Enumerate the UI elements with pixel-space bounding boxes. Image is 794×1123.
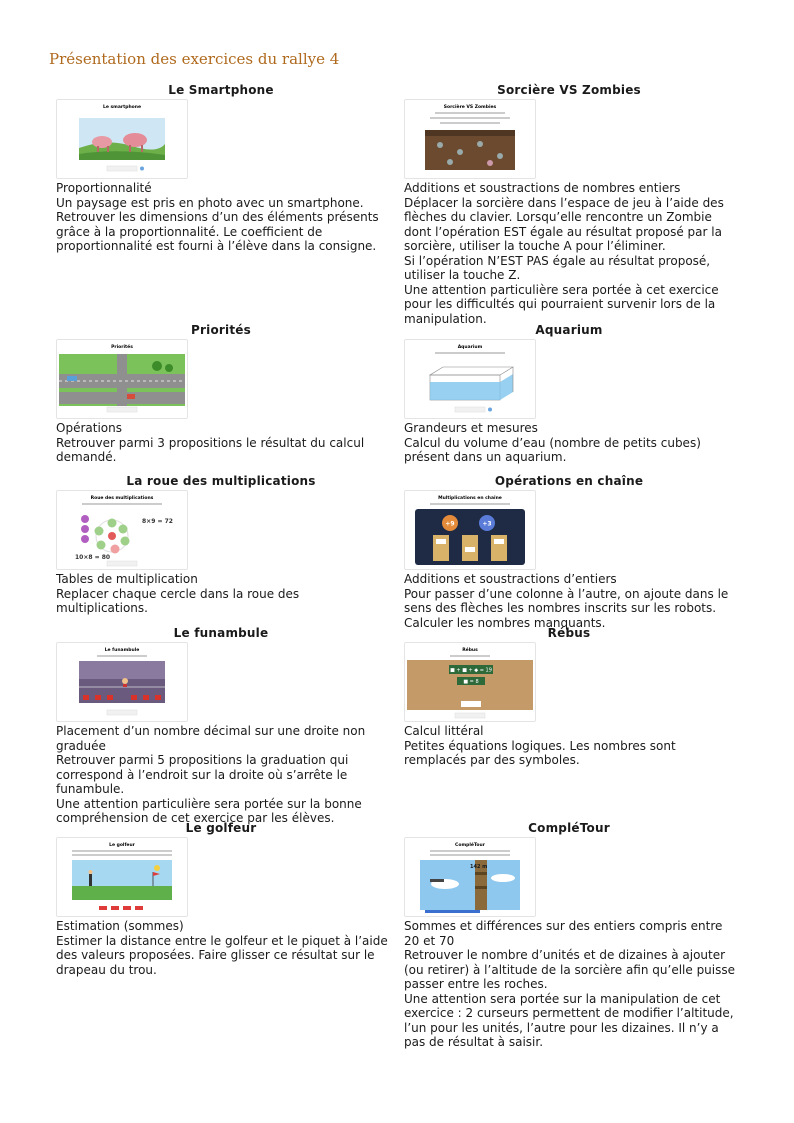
robot-label: +9 (445, 520, 455, 528)
exercise-card-completour (404, 821, 744, 1050)
exercise-title: La roue des multiplications (126, 474, 316, 488)
desc-line: passer entre les roches. (404, 977, 548, 991)
exercise-card-funambule (56, 626, 396, 826)
desc-line: Retrouver parmi 3 propositions le résultat du calcul (56, 435, 365, 450)
exercise-title: Le Smartphone (168, 83, 274, 97)
exercise-category: Placement d’un nombre décimal sur une droite non (56, 724, 366, 738)
desc-line: correspond à l’endroit sur la droite où s’arrête le (56, 767, 348, 782)
desc-line: présent dans un aquarium. (404, 450, 567, 464)
exercise-category: Tables de multiplication (56, 572, 198, 586)
exercise-card-roue-multiplications (56, 474, 396, 616)
desc-line: flèches du clavier. Lorsqu’elle rencontre un Zombie (404, 210, 712, 224)
thumb-title: Le golfeur (109, 843, 135, 848)
desc-line: Calcul du volume d’eau (nombre de petits cubes) (404, 435, 701, 450)
exercise-category: Grandeurs et mesures (404, 421, 538, 435)
thumb-equation: 8×9 = 72 (142, 518, 173, 525)
exercise-card-sorciere-zombies (404, 83, 744, 326)
exercise-card-priorites (56, 323, 396, 465)
desc-line: Une attention particulière sera portée à cet exercice (404, 282, 719, 297)
exercise-thumbnail[interactable] (56, 642, 188, 722)
thumb-title: Rébus (462, 648, 478, 653)
desc-line: Pour passer d’une colonne à l’autre, on ajoute dans le (404, 586, 729, 601)
desc-line: sorcière, utiliser la touche A pour l’éliminer. (404, 239, 666, 253)
exercise-thumbnail[interactable] (404, 642, 536, 722)
desc-line: pas de résultat à saisir. (404, 1035, 544, 1049)
thumb-title: Priorités (111, 345, 133, 350)
exercise-title: Priorités (191, 323, 251, 337)
tower-altitude: 142 m (470, 864, 488, 870)
desc-line: Déplacer la sorcière dans l’espace de jeu à l’aide des (404, 195, 724, 210)
exercise-title: Sorcière VS Zombies (497, 83, 641, 97)
thumb-equation: 10×8 = 80 (75, 554, 111, 561)
exercise-category: Calcul littéral (404, 724, 484, 738)
thumb-title: Aquarium (457, 345, 483, 350)
desc-line: exercice : 2 curseurs permettent de modifier l’altitude, (404, 1006, 734, 1020)
exercise-title: Le golfeur (185, 821, 257, 835)
desc-line: sens des flèches les nombres inscrits sur les robots. (404, 601, 717, 615)
desc-line: (ou retirer) à l’altitude de la sorcière afin qu’elle puisse (404, 962, 736, 977)
exercise-category: Estimation (sommes) (56, 919, 184, 933)
robot-label: +3 (482, 520, 492, 528)
exercise-thumbnail[interactable] (56, 339, 188, 419)
desc-line: graduée (56, 738, 106, 753)
exercise-thumbnail[interactable] (404, 490, 536, 570)
desc-line: Replacer chaque cercle dans la roue des (56, 586, 300, 601)
desc-line: Retrouver parmi 5 propositions la graduation qui (56, 753, 349, 767)
desc-line: Retrouver le nombre d’unités et de dizaines à ajouter (404, 948, 726, 962)
exercise-category: Sommes et différences sur des entiers compris entre (404, 919, 723, 933)
exercise-category: Additions et soustractions d’entiers (404, 572, 617, 586)
thumb-title: Sorcière VS Zombies (443, 105, 497, 110)
exercise-thumbnail[interactable] (56, 99, 188, 179)
exercise-card-rebus (404, 626, 744, 768)
desc-line: 20 et 70 (404, 933, 455, 948)
desc-line: demandé. (56, 450, 117, 464)
desc-line: des valeurs proposées. Faire glisser ce résultat sur le (56, 948, 375, 962)
exercise-title: Rébus (547, 626, 591, 640)
desc-line: remplacés par des symboles. (404, 753, 580, 767)
desc-line: grâce à la proportionnalité. Le coefficient de (56, 224, 323, 239)
desc-line: Petites équations logiques. Les nombres sont (404, 738, 676, 753)
rebus-equation: ■ = 8 (463, 679, 479, 685)
exercise-card-operations-chaine (404, 474, 744, 630)
desc-line: utiliser la touche Z. (404, 268, 521, 282)
exercise-title: Aquarium (535, 323, 603, 337)
exercise-thumbnail[interactable] (404, 339, 536, 419)
thumb-title: Le smartphone (102, 105, 142, 110)
thumb-title: Le funambule (104, 648, 140, 653)
desc-line: funambule. (56, 782, 125, 796)
desc-line: proportionnalité est fourni à l’élève dans la consigne. (56, 239, 377, 253)
thumb-title: Roue des multiplications (90, 496, 154, 501)
desc-line: Estimer la distance entre le golfeur et le piquet à l’aide (56, 933, 388, 948)
rebus-equation: ■ + ■ + ◆ = 19 (450, 667, 492, 674)
desc-line: Un paysage est pris en photo avec un smartphone. (56, 195, 364, 210)
exercise-thumbnail[interactable] (404, 837, 536, 917)
desc-line: Si l’opération N’EST PAS égale au résultat proposé, (404, 253, 711, 268)
desc-line: compréhension de cet exercice par les élèves. (56, 811, 335, 825)
page-title: Présentation des exercices du rallye 4 (49, 50, 340, 68)
exercise-title: Opérations en chaîne (494, 474, 644, 488)
thumb-title: Multiplications en chaîne (438, 496, 502, 501)
exercise-title: CompléTour (528, 821, 610, 835)
desc-line: manipulation. (404, 311, 487, 326)
exercise-category: Opérations (56, 421, 122, 435)
desc-line: drapeau du trou. (56, 962, 157, 977)
desc-line: pour les difficultés qui pourraient survenir lors de la (404, 297, 716, 311)
exercise-title: Le funambule (173, 626, 269, 640)
desc-line: l’un pour les unités, l’autre pour les dizaines. Il n’y a (404, 1020, 719, 1035)
exercise-card-aquarium (404, 323, 744, 465)
desc-line: Une attention sera portée sur la manipulation de cet (404, 991, 721, 1006)
desc-line: multiplications. (56, 601, 148, 615)
exercise-thumbnail[interactable] (56, 490, 188, 570)
desc-line: Retrouver les dimensions d’un des éléments présents (56, 210, 379, 224)
exercise-card-golfeur (56, 821, 396, 977)
thumb-title: CompléTour (455, 843, 485, 848)
exercise-category: Proportionnalité (56, 181, 152, 195)
exercise-thumbnail[interactable] (56, 837, 188, 917)
exercise-card-smartphone (56, 83, 396, 254)
desc-line: dont l’opération EST égale au résultat proposé par la (404, 224, 722, 239)
exercise-category: Additions et soustractions de nombres entiers (404, 181, 681, 195)
desc-line: Une attention particulière sera portée sur la bonne (56, 796, 362, 811)
exercise-thumbnail[interactable] (404, 99, 536, 179)
desc-line: Calculer les nombres manquants. (404, 615, 606, 630)
